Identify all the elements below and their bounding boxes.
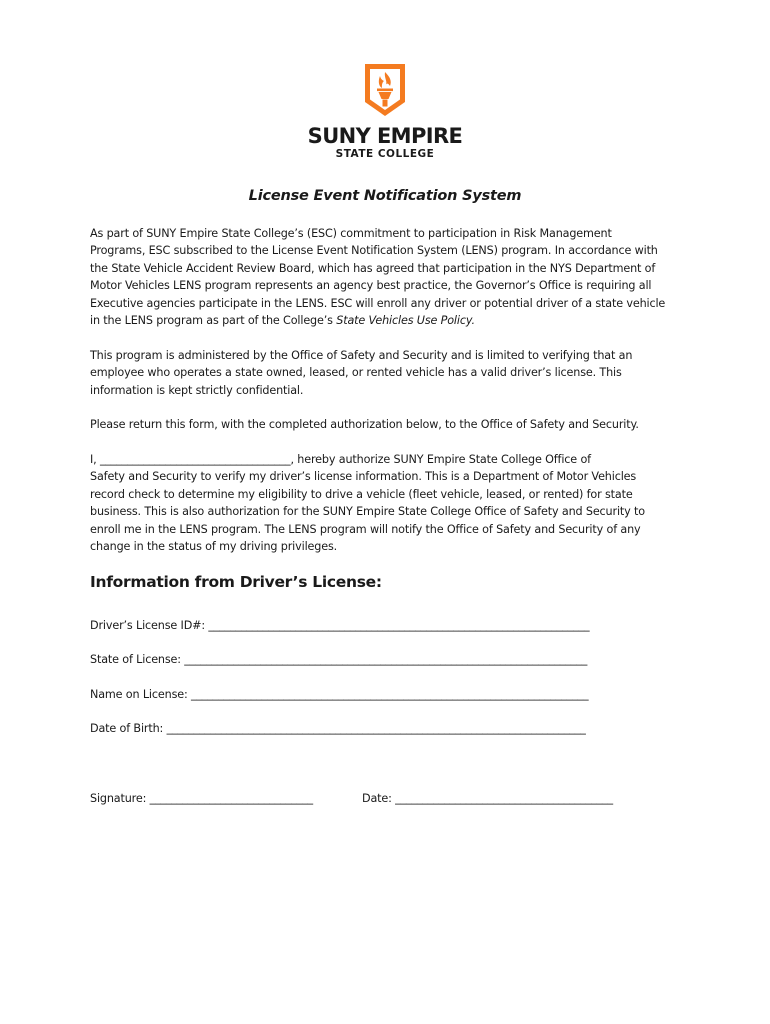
state-of-license-field[interactable]: State of License: __________________________________________________________________________ — [90, 653, 588, 666]
text-span: in the LENS program as part of the College’s — [90, 314, 337, 328]
logo-name: SUNY EMPIRE — [307, 124, 463, 148]
college-logo — [0, 62, 770, 160]
text-line: the State Vehicle Accident Review Board, which has agreed that participation in the NYS Department of — [90, 261, 656, 275]
text-line: Please return this form, with the completed authorization below, to the Office of Safety and Security. — [90, 418, 639, 431]
text-line: enroll me in the LENS program. The LENS program will notify the Office of Safety and Security of any — [90, 522, 641, 536]
section-heading: Information from Driver’s License: — [90, 573, 382, 591]
text-line: This program is administered by the Office of Safety and Security and is limited to verifying that an — [90, 349, 633, 362]
return-instructions — [90, 416, 690, 433]
text-line: employee who operates a state owned, leased, or rented vehicle has a valid driver’s license. This — [90, 366, 622, 380]
text-line: business. This is also authorization for the SUNY Empire State College Office of Safety and Security to — [90, 505, 645, 519]
text-line: Motor Vehicles LENS program represents an agency best practice, the Governor’s Office is requiring all — [90, 279, 652, 293]
text-line: Programs, ESC subscribed to the License Event Notification System (LENS) program. In accordance with — [90, 244, 658, 258]
text-line: Executive agencies participate in the LENS. ESC will enroll any driver or potential driver of a state vehicle — [90, 296, 666, 310]
text-line: record check to determine my eligibility to drive a vehicle (fleet vehicle, leased, or rented) for state — [90, 487, 633, 501]
text-line: As part of SUNY Empire State College’s (ESC) commitment to participation in Risk Management — [90, 227, 612, 240]
document-title: License Event Notification System — [248, 188, 522, 204]
intro-paragraph — [90, 225, 690, 329]
text-line: change in the status of my driving privileges. — [90, 540, 338, 554]
torch-shield-icon — [363, 62, 407, 118]
name-blank-line[interactable]: I, ___________________________________, hereby authorize SUNY Empire State College Office of — [90, 453, 591, 466]
license-id-field[interactable]: Driver’s License ID#: ______________________________________________________________________ — [90, 619, 590, 632]
date-of-birth-field[interactable]: Date of Birth: _____________________________________________________________________________ — [90, 722, 586, 735]
text-line: information is kept strictly confidential. — [90, 383, 304, 397]
policy-name: State Vehicles Use Policy. — [336, 314, 475, 328]
signature-field[interactable]: Signature: ______________________________ — [90, 792, 313, 805]
program-paragraph — [90, 347, 690, 399]
logo-subtitle: STATE COLLEGE — [335, 148, 435, 160]
name-on-license-field[interactable]: Name on License: _________________________________________________________________________ — [90, 688, 589, 701]
authorization-paragraph — [90, 451, 690, 555]
date-field[interactable]: Date: ________________________________________ — [362, 792, 613, 805]
text-line — [90, 312, 690, 329]
text-line: Safety and Security to verify my driver’s license information. This is a Department of Motor Vehicles — [90, 470, 637, 484]
